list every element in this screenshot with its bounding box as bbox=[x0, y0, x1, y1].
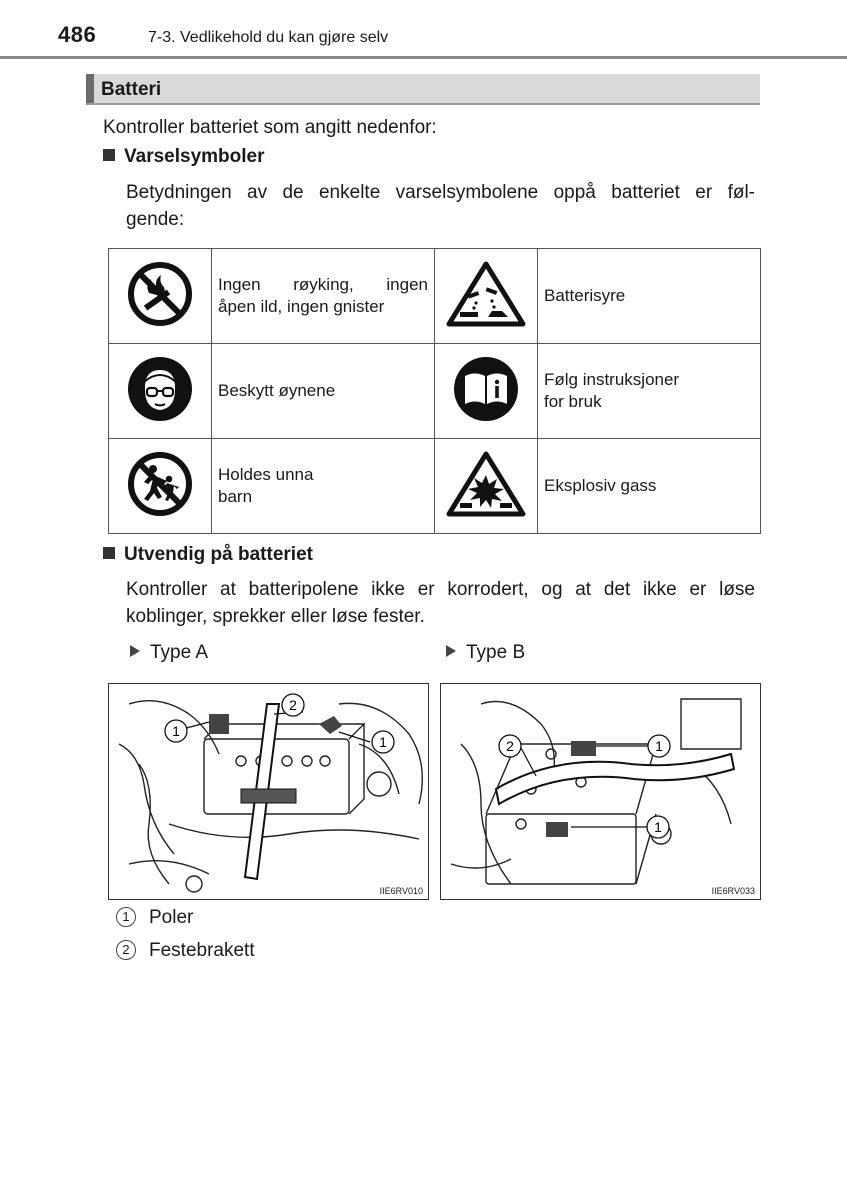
square-bullet-icon bbox=[103, 547, 115, 559]
callout-number: 1 bbox=[379, 734, 387, 750]
symbol-cell bbox=[109, 249, 212, 344]
symbol-description bbox=[538, 344, 761, 439]
page-header bbox=[0, 0, 847, 60]
keep-children-away-label-line1: Holdes unna bbox=[218, 465, 314, 484]
legend-item bbox=[116, 907, 193, 929]
type-b-label-text: Type B bbox=[466, 642, 526, 663]
keep-children-away-label-line2: barn bbox=[218, 487, 253, 506]
type-a-label-text: Type A bbox=[150, 642, 209, 663]
legend-number: 1 bbox=[116, 907, 136, 927]
exterior-subheading-label: Utvendig på batteriet bbox=[124, 544, 313, 565]
figure-type-b bbox=[440, 683, 761, 900]
keep-children-away-icon bbox=[125, 449, 195, 519]
symbol-cell bbox=[435, 344, 538, 439]
figure-code: IIE6RV010 bbox=[379, 886, 423, 896]
battery-illustration-type-a bbox=[109, 684, 429, 900]
eye-protection-icon bbox=[125, 354, 195, 424]
explosive-gas-icon bbox=[446, 451, 526, 517]
heading-accent bbox=[86, 74, 94, 103]
symbol-description bbox=[538, 249, 761, 344]
square-bullet-icon bbox=[103, 149, 115, 161]
read-instructions-icon bbox=[451, 354, 521, 424]
symbol-cell bbox=[435, 439, 538, 534]
battery-acid-icon bbox=[446, 261, 526, 327]
type-a-label bbox=[130, 642, 208, 664]
exterior-description bbox=[126, 576, 755, 630]
eye-protection-label: Beskytt øynene bbox=[218, 381, 336, 400]
callout-number: 1 bbox=[654, 819, 662, 835]
warning-description-line2: gende: bbox=[126, 209, 185, 230]
callout-number: 2 bbox=[506, 738, 514, 754]
callout-number: 1 bbox=[655, 738, 663, 754]
table-row bbox=[109, 249, 761, 344]
legend-label: Festebrakett bbox=[149, 940, 255, 961]
no-smoking-label-line2: åpen ild, ingen gnister bbox=[218, 297, 385, 316]
warning-subheading-label: Varselsymboler bbox=[124, 146, 265, 167]
figure-code: IIE6RV033 bbox=[711, 886, 755, 896]
callout-number: 2 bbox=[289, 697, 297, 713]
exterior-subheading bbox=[103, 544, 313, 566]
warning-subheading bbox=[103, 146, 264, 168]
page-number: 486 bbox=[58, 22, 97, 47]
read-instructions-label-line2: for bruk bbox=[544, 392, 602, 411]
symbol-cell bbox=[109, 344, 212, 439]
callout-number: 1 bbox=[172, 723, 180, 739]
no-smoking-label-line1: Ingen røyking, ingen bbox=[218, 275, 428, 294]
header-divider bbox=[0, 56, 847, 59]
intro-text: Kontroller batteriet som angitt nedenfor: bbox=[103, 117, 437, 138]
explosive-gas-label: Eksplosiv gass bbox=[544, 476, 657, 495]
table-row bbox=[109, 344, 761, 439]
warning-description-line1: Betydningen av de enkelte varselsymbolene oppå batteriet er føl- bbox=[126, 182, 755, 203]
legend-item bbox=[116, 940, 255, 962]
page-heading: Batteri bbox=[101, 79, 162, 100]
heading-bar bbox=[86, 74, 760, 105]
exterior-description-line2: koblinger, sprekker eller løse fester. bbox=[126, 606, 425, 627]
battery-illustration-type-b bbox=[441, 684, 761, 900]
warning-symbols-table bbox=[108, 248, 761, 534]
triangle-bullet-icon bbox=[130, 645, 140, 657]
symbol-cell bbox=[109, 439, 212, 534]
table-row bbox=[109, 439, 761, 534]
type-b-label bbox=[446, 642, 525, 664]
legend-number: 2 bbox=[116, 940, 136, 960]
no-smoking-icon bbox=[125, 259, 195, 329]
symbol-cell bbox=[435, 249, 538, 344]
symbol-description bbox=[212, 249, 435, 344]
warning-description bbox=[126, 179, 755, 233]
exterior-description-line1: Kontroller at batteripolene ikke er korrodert, og at det ikke er løse bbox=[126, 579, 755, 600]
battery-acid-label: Batterisyre bbox=[544, 286, 626, 305]
read-instructions-label-line1: Følg instruksjoner bbox=[544, 370, 680, 389]
symbol-description bbox=[212, 439, 435, 534]
triangle-bullet-icon bbox=[446, 645, 456, 657]
legend-label: Poler bbox=[149, 907, 194, 928]
section-title: 7-3. Vedlikehold du kan gjøre selv bbox=[148, 29, 389, 46]
symbol-description bbox=[538, 439, 761, 534]
figure-type-a bbox=[108, 683, 429, 900]
symbol-description bbox=[212, 344, 435, 439]
